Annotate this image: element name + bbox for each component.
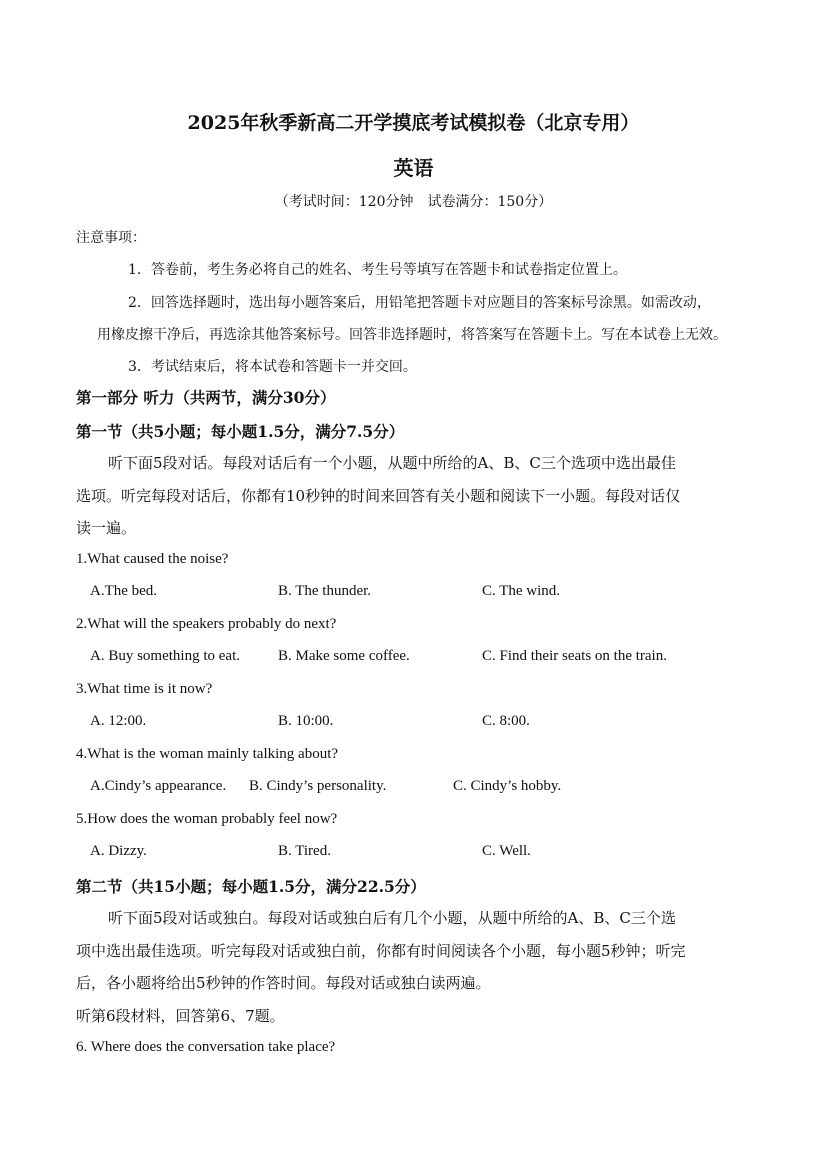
notice-item: 3．考试结束后，将本试卷和答题卡一并交回。 (128, 359, 417, 375)
question-stem: 3.What time is it now? (76, 681, 213, 697)
option-b: B. Make some coffee. (278, 648, 410, 664)
section2-instructions: 项中选出最佳选项。听完每段对话或独白前，你都有时间阅读各个小题，每小题5秒钟；听完 (76, 942, 686, 960)
question-stem: 2.What will the speakers probably do next? (76, 616, 337, 632)
section1-instructions: 读一遍。 (76, 519, 137, 537)
option-a: A. 12:00. (90, 713, 147, 729)
option-c: C. 8:00. (482, 713, 530, 729)
option-b: B. 10:00. (278, 713, 334, 729)
question-stem: 5.How does the woman probably feel now? (76, 811, 338, 827)
option-c: C. Cindy’s hobby. (453, 778, 562, 794)
section1-instructions: 选项。听完每段对话后，你都有10秒钟的时间来回答有关小题和阅读下一小题。每段对话仅 (76, 487, 681, 505)
option-c: C. Find their seats on the train. (482, 648, 667, 664)
option-c: C. Well. (482, 843, 531, 859)
option-a: A. Buy something to eat. (90, 648, 240, 664)
section2-instructions: 后，各小题将给出5秒钟的作答时间。每段对话或独白读两遍。 (76, 974, 491, 992)
option-b: B. The thunder. (278, 583, 372, 599)
question-stem: 6. Where does the conversation take place? (76, 1039, 336, 1055)
paper-title: 2025年秋季新高二开学摸底考试模拟卷（北京专用） (187, 112, 640, 134)
section2-instructions: 听下面5段对话或独白。每段对话或独白后有几个小题，从题中所给的A、B、C三个选 (108, 909, 676, 927)
section2-heading: 第二节（共15小题；每小题1.5分，满分22.5分） (76, 877, 426, 896)
subject-title: 英语 (393, 156, 434, 180)
option-a: A. Dizzy. (90, 843, 147, 859)
option-a: A.Cindy’s appearance. (90, 778, 227, 794)
question-stem: 4.What is the woman mainly talking about? (76, 746, 339, 762)
notice-item: 2．回答选择题时，选出每小题答案后，用铅笔把答题卡对应题目的答案标号涂黑。如需改动， (128, 295, 711, 311)
question-stem: 1.What caused the noise? (76, 551, 229, 567)
option-a: A.The bed. (90, 583, 158, 599)
notice-item: 用橡皮擦干净后，再选涂其他答案标号。回答非选择题时，将答案写在答题卡上。写在本试卷上无效。 (97, 327, 727, 343)
notice-item: 1．答卷前，考生务必将自己的姓名、考生号等填写在答题卡和试卷指定位置上。 (128, 262, 627, 278)
section1-instructions: 听下面5段对话。每段对话后有一个小题，从题中所给的A、B、C三个选项中选出最佳 (108, 454, 676, 472)
notice-heading: 注意事项： (76, 230, 146, 246)
section1-heading: 第一节（共5小题；每小题1.5分，满分7.5分） (76, 422, 405, 441)
option-c: C. The wind. (482, 583, 561, 599)
option-b: B. Cindy’s personality. (249, 778, 387, 794)
part1-heading: 第一部分 听力（共两节，满分30分） (76, 388, 336, 407)
option-b: B. Tired. (278, 843, 331, 859)
material-note: 听第6段材料，回答第6、7题。 (76, 1007, 285, 1025)
exam-info: （考试时间：120分钟 试卷满分：150分） (274, 194, 553, 210)
